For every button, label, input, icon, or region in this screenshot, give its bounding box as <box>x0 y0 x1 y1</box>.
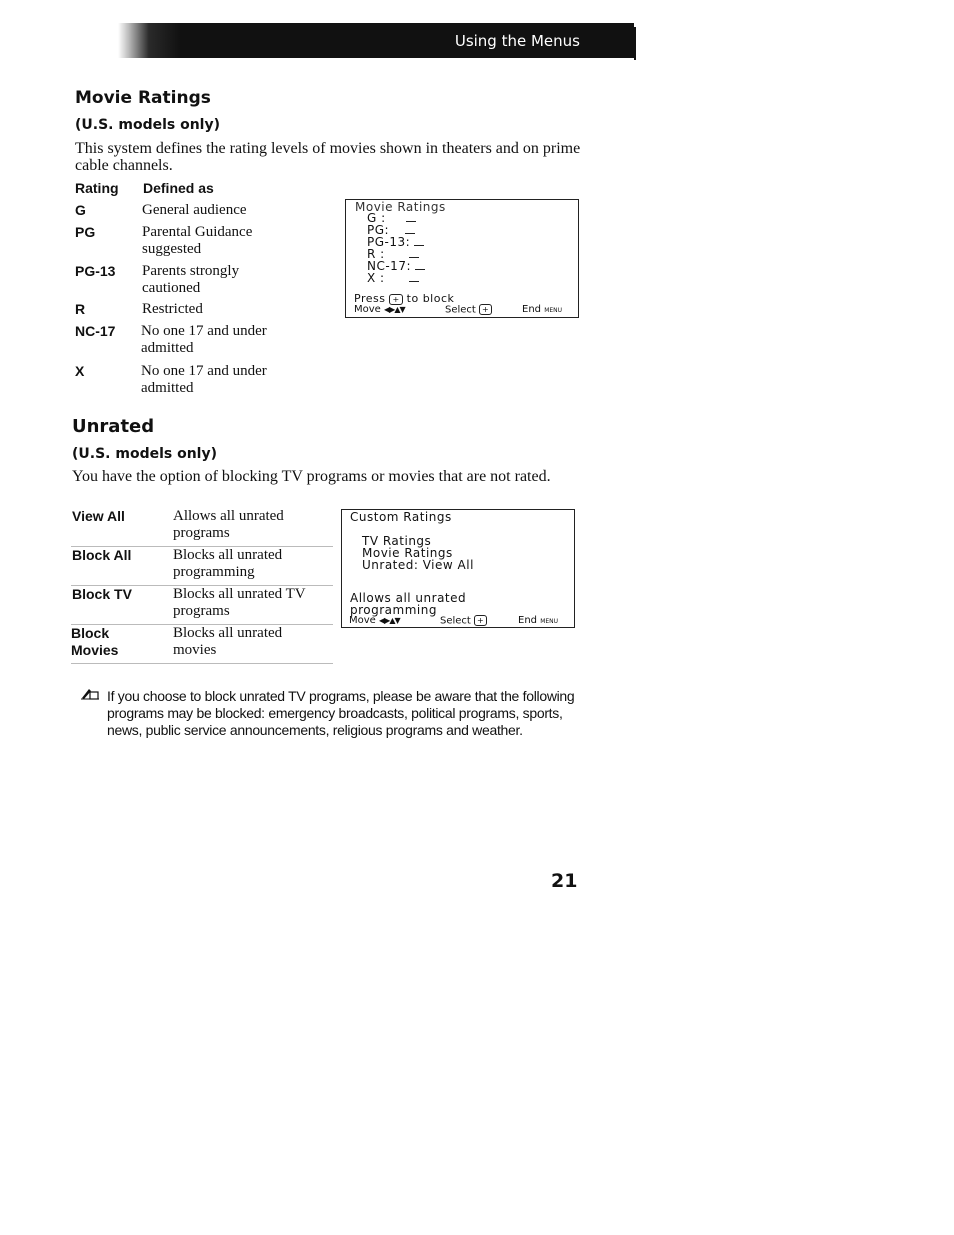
movie-ratings-heading: Movie Ratings <box>75 88 211 108</box>
rating-code: PG-13 <box>75 263 116 279</box>
osd-item-g[interactable]: G : <box>367 211 416 225</box>
menu-key-icon: MENU <box>540 618 559 625</box>
row-divider <box>71 663 333 664</box>
unrated-definition: Blocks all unrated TV programs <box>173 586 306 619</box>
rating-definition: Parental Guidance suggested <box>142 224 253 257</box>
rating-definition: No one 17 and under admitted <box>141 363 267 396</box>
rating-code: PG <box>75 224 96 240</box>
unrated-subheading: (U.S. models only) <box>72 446 217 462</box>
osd-description: programming <box>350 603 437 617</box>
plus-key-icon: + <box>479 304 492 315</box>
unrated-definition: Blocks all unrated programming <box>173 547 283 580</box>
defined-column-header: Defined as <box>143 180 214 196</box>
unrated-term: View All <box>72 508 125 524</box>
osd-move-hint: Move ◀▶▲▼ <box>354 304 405 315</box>
rating-definition: Parents strongly cautioned <box>142 263 240 296</box>
rating-code: G <box>75 202 86 218</box>
movie-ratings-subheading: (U.S. models only) <box>75 117 220 133</box>
osd-end-hint: End MENU <box>522 304 563 315</box>
arrow-keys-icon: ◀▶▲▼ <box>379 615 400 625</box>
plus-key-icon: + <box>389 294 402 305</box>
rating-definition: Restricted <box>142 301 203 317</box>
osd-description: Allows all unrated <box>350 591 467 605</box>
pencil-note-icon <box>80 686 100 705</box>
page-number: 21 <box>551 870 578 892</box>
unrated-definition: Allows all unrated programs <box>173 508 284 541</box>
rating-code: NC-17 <box>75 323 116 339</box>
osd-press-hint: Press + to block <box>354 292 455 305</box>
rating-column-header: Rating <box>75 180 119 196</box>
rating-code: X <box>75 363 85 379</box>
unrated-definition: Blocks all unrated movies <box>173 625 283 658</box>
rating-definition: No one 17 and under admitted <box>141 323 267 356</box>
movie-ratings-osd <box>345 199 579 318</box>
header-title: Using the Menus <box>454 32 580 50</box>
rating-code: R <box>75 301 86 317</box>
osd-end-hint: End MENU <box>518 615 559 626</box>
arrow-keys-icon: ◀▶▲▼ <box>384 304 405 314</box>
osd-menu-unrated[interactable]: Unrated: View All <box>362 558 474 572</box>
note-text: If you choose to block unrated TV programs, please be aware that the following programs may be blocked: emergency broadcasts, political programs, sports, news, public service announcements, religious programs and weather. <box>107 688 575 738</box>
osd-item-pg13[interactable]: PG-13: <box>367 235 424 249</box>
unrated-term: Block TV <box>72 586 132 602</box>
osd-item-r[interactable]: R : <box>367 247 419 261</box>
unrated-heading: Unrated <box>72 416 155 437</box>
osd-menu-tv-ratings[interactable]: TV Ratings <box>362 534 432 548</box>
movie-ratings-intro: This system defines the rating levels of movies shown in theaters and on prime cable channels. <box>75 140 581 174</box>
header-rule <box>634 27 636 60</box>
unrated-term: Block All <box>72 547 132 563</box>
rating-definition: General audience <box>142 202 247 218</box>
osd-item-x[interactable]: X : <box>367 271 419 285</box>
plus-key-icon: + <box>474 615 487 626</box>
unrated-term: Block Movies <box>71 625 119 658</box>
osd-item-pg[interactable]: PG: <box>367 223 415 237</box>
unrated-intro: You have the option of blocking TV programs or movies that are not rated. <box>72 468 551 485</box>
osd-item-nc17[interactable]: NC-17: <box>367 259 425 273</box>
osd-move-hint: Move ◀▶▲▼ <box>349 615 400 626</box>
custom-ratings-osd <box>341 509 575 628</box>
menu-key-icon: MENU <box>544 307 563 314</box>
osd-menu-movie-ratings[interactable]: Movie Ratings <box>362 546 453 560</box>
osd-select-hint: Select + <box>445 304 492 316</box>
header-bar <box>118 23 634 58</box>
osd-select-hint: Select + <box>440 615 487 627</box>
osd-title: Movie Ratings <box>355 200 446 214</box>
osd-title: Custom Ratings <box>350 510 452 524</box>
